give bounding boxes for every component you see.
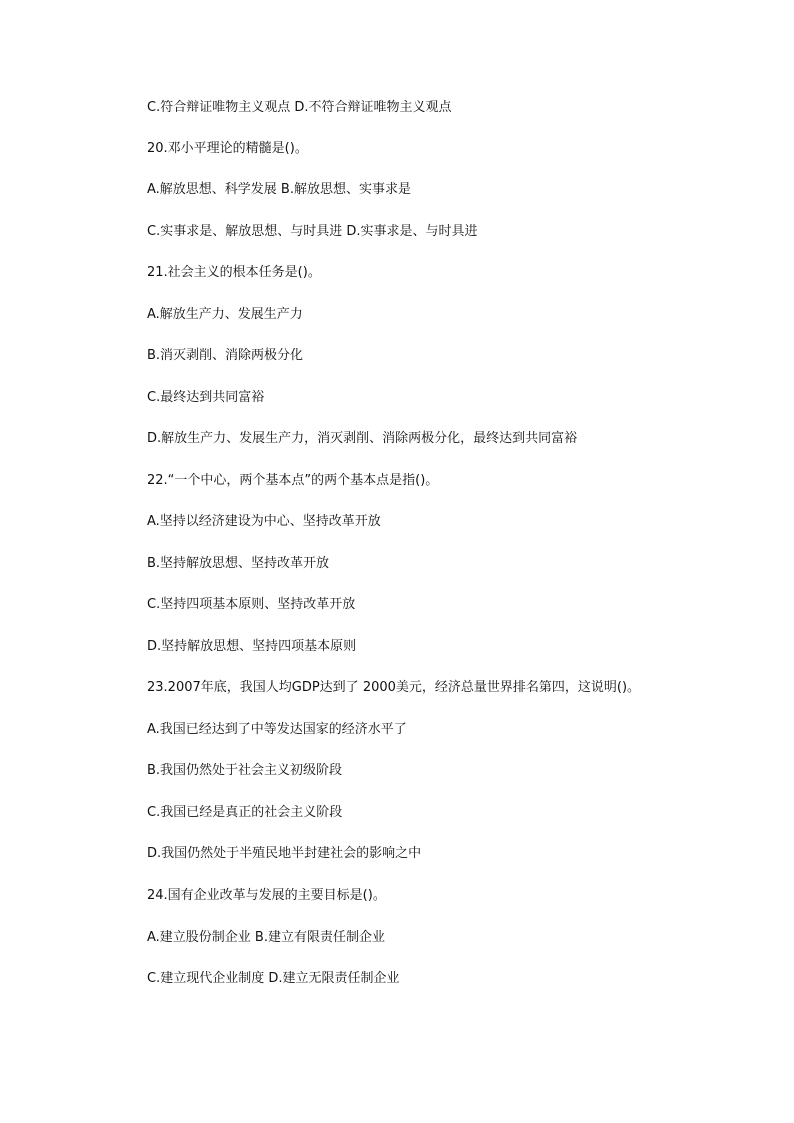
option-23-b: B.我国仍然处于社会主义初级阶段 [147,763,343,778]
option-22-b: B.坚持解放思想、坚持改革开放 [147,556,330,571]
option-23-c: C.我国已经是真正的社会主义阶段 [147,805,343,820]
question-21: 21.社会主义的根本任务是()。 [147,265,321,280]
option-24-ab: A.建立股份制企业 B.建立有限责任制企业 [147,930,385,945]
option-22-c: C.坚持四项基本原则、坚持改革开放 [147,597,356,612]
option-21-c: C.最终达到共同富裕 [147,390,265,405]
option-22-a: A.坚持以经济建设为中心、坚持改革开放 [147,514,381,529]
question-22: 22.“一个中心，两个基本点”的两个基本点是指()。 [147,473,439,488]
question-24: 24.国有企业改革与发展的主要目标是()。 [147,888,386,903]
option-19-cd: C.符合辩证唯物主义观点 D.不符合辩证唯物主义观点 [147,100,452,115]
option-21-a: A.解放生产力、发展生产力 [147,307,303,322]
option-24-cd: C.建立现代企业制度 D.建立无限责任制企业 [147,971,400,986]
option-21-d: D.解放生产力、发展生产力，消灭剥削、消除两极分化，最终达到共同富裕 [147,431,578,446]
question-23: 23.2007年底，我国人均GDP达到了 2000美元，经济总量世界排名第四，这说明()。 [147,680,641,695]
option-20-ab: A.解放思想、科学发展 B.解放思想、实事求是 [147,182,411,197]
option-23-d: D.我国仍然处于半殖民地半封建社会的影响之中 [147,846,422,861]
option-21-b: B.消灭剥削、消除两极分化 [147,348,304,363]
option-23-a: A.我国已经达到了中等发达国家的经济水平了 [147,722,407,737]
question-20: 20.邓小平理论的精髓是()。 [147,141,308,156]
option-22-d: D.坚持解放思想、坚持四项基本原则 [147,639,357,654]
option-20-cd: C.实事求是、解放思想、与时具进 D.实事求是、与时具进 [147,224,478,239]
